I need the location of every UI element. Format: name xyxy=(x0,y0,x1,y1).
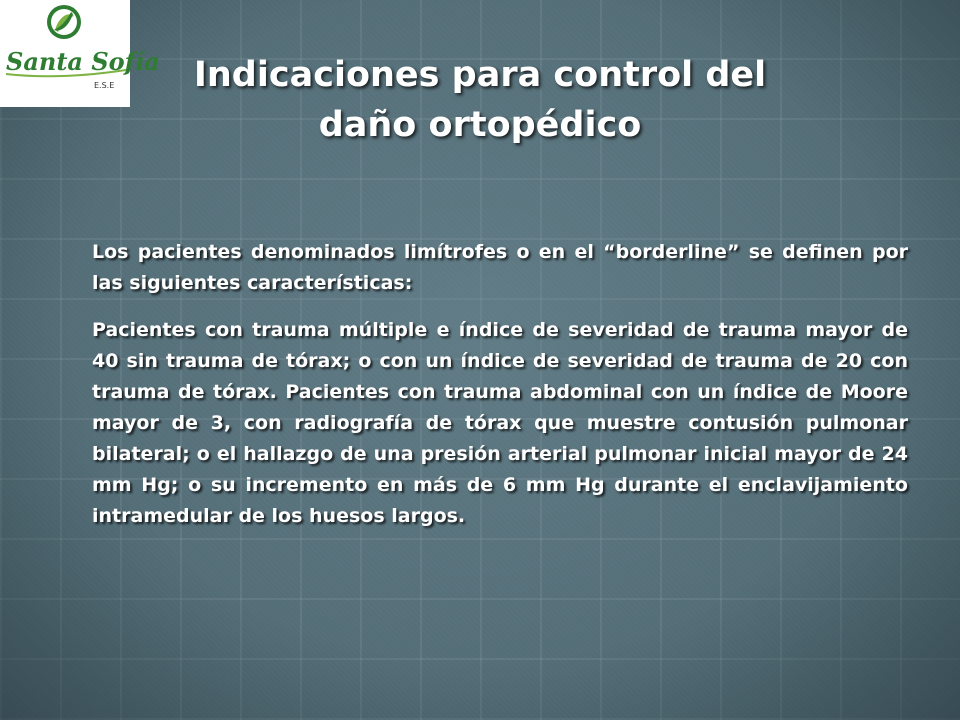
slide-title: Indicaciones para control del daño ortopédico xyxy=(193,55,767,145)
slide-body xyxy=(92,237,908,548)
svg-text:E.S.E: E.S.E xyxy=(94,81,115,90)
logo xyxy=(0,0,160,107)
svg-text:Santa Sofía: Santa Sofía xyxy=(6,47,160,76)
santa-sofia-logo-icon xyxy=(0,0,160,107)
criteria-paragraph: Pacientes con trauma múltiple e índice de severidad de trauma mayor de 40 sin trauma de tórax; o con un índice de severidad de trauma de 20 con trauma de tórax. Pacientes con trauma abdominal con un índice de Moore mayor de 3, con radiografía de tórax que muestre contusión pulmonar bilateral; o el hallazgo de una presión arterial pulmonar inicial mayor de 24 mm Hg; o su incremento en más de 6 mm Hg durante el enclavijamiento intramedular de los huesos largos. xyxy=(92,319,908,527)
intro-paragraph: Los pacientes denominados limítrofes o en el “borderline” se definen por las siguientes características: xyxy=(92,241,908,294)
